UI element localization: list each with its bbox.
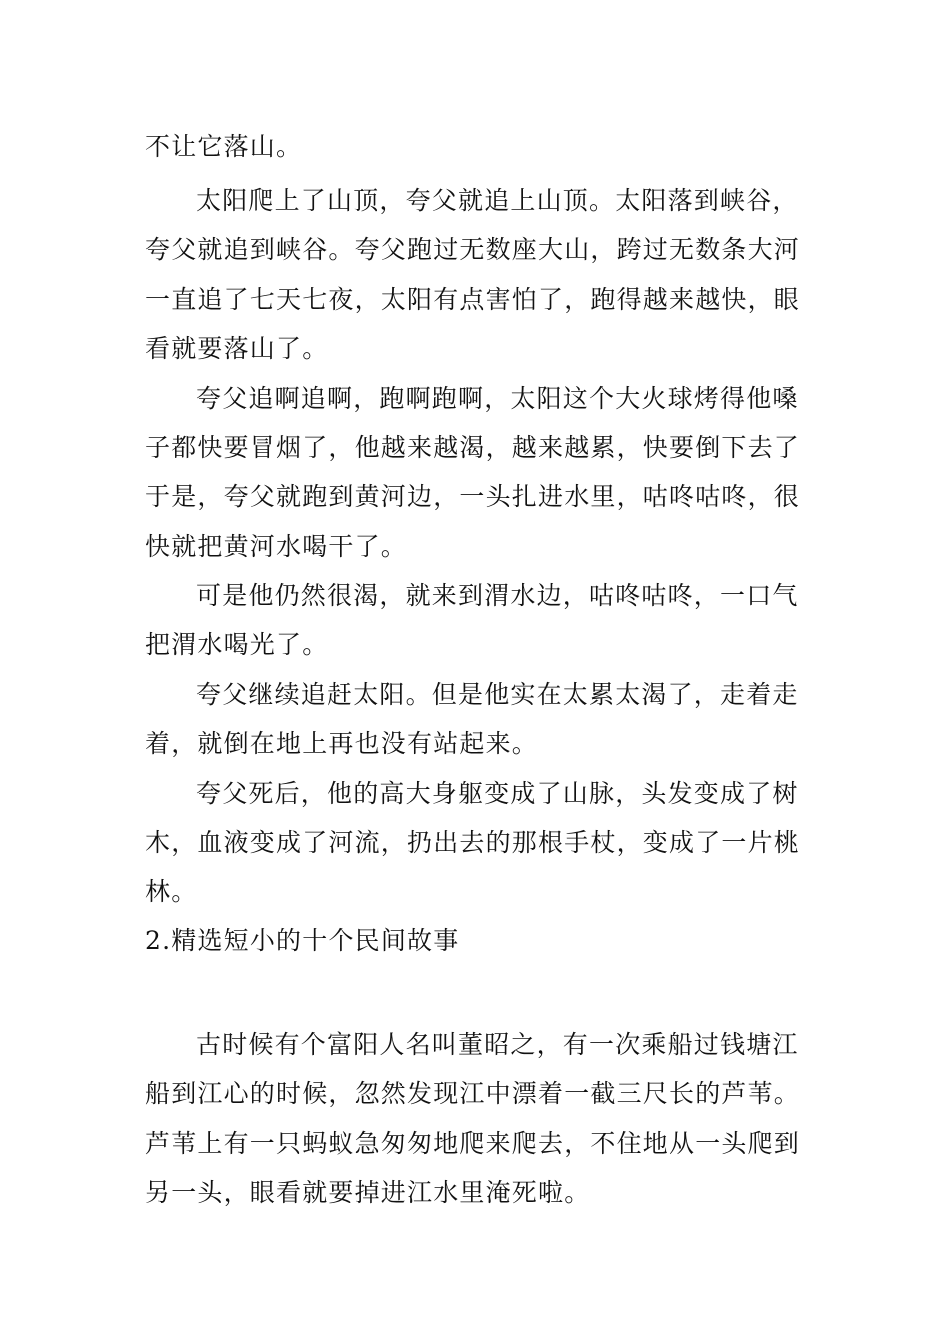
text-line: 一直追了七天七夜，太阳有点害怕了，跑得越来越快，眼 bbox=[145, 285, 801, 314]
section-heading: 2.精选短小的十个民间故事 bbox=[145, 926, 460, 955]
text-line: 另一头，眼看就要掉进江水里淹死啦。 bbox=[145, 1178, 591, 1207]
text-line: 夸父死后，他的高大身躯变成了山脉，头发变成了树 bbox=[196, 779, 799, 808]
text-line: 木，血液变成了河流，扔出去的那根手杖，变成了一片桃 bbox=[145, 828, 801, 857]
text-line: 夸父追啊追啊，跑啊跑啊，太阳这个大火球烤得他嗓 bbox=[196, 384, 799, 413]
text-line: 着，就倒在地上再也没有站起来。 bbox=[145, 729, 539, 758]
text-line: 芦苇上有一只蚂蚁急匆匆地爬来爬去，不住地从一头爬到 bbox=[145, 1129, 801, 1158]
text-line: 可是他仍然很渴，就来到渭水边，咕咚咕咚，一口气 bbox=[196, 581, 799, 610]
text-line: 子都快要冒烟了，他越来越渴，越来越累，快要倒下去了 bbox=[145, 433, 801, 462]
text-line: 不让它落山。 bbox=[145, 132, 303, 161]
text-line: 古时候有个富阳人名叫董昭之，有一次乘船过钱塘江 bbox=[196, 1030, 799, 1059]
text-line: 夸父就追到峡谷。夸父跑过无数座大山，跨过无数条大河 bbox=[145, 235, 801, 264]
text-line: 夸父继续追赶太阳。但是他实在太累太渴了，走着走 bbox=[196, 680, 799, 709]
text-line: 船到江心的时候，忽然发现江中漂着一截三尺长的芦苇。 bbox=[145, 1079, 801, 1108]
text-line: 看就要落山了。 bbox=[145, 334, 329, 363]
text-line: 快就把黄河水喝干了。 bbox=[145, 532, 408, 561]
text-line: 林。 bbox=[145, 877, 198, 906]
text-line: 把渭水喝光了。 bbox=[145, 630, 329, 659]
text-line: 太阳爬上了山顶，夸父就追上山顶。太阳落到峡谷， bbox=[196, 186, 799, 215]
text-line: 于是，夸父就跑到黄河边，一头扎进水里，咕咚咕咚，很 bbox=[145, 482, 801, 511]
